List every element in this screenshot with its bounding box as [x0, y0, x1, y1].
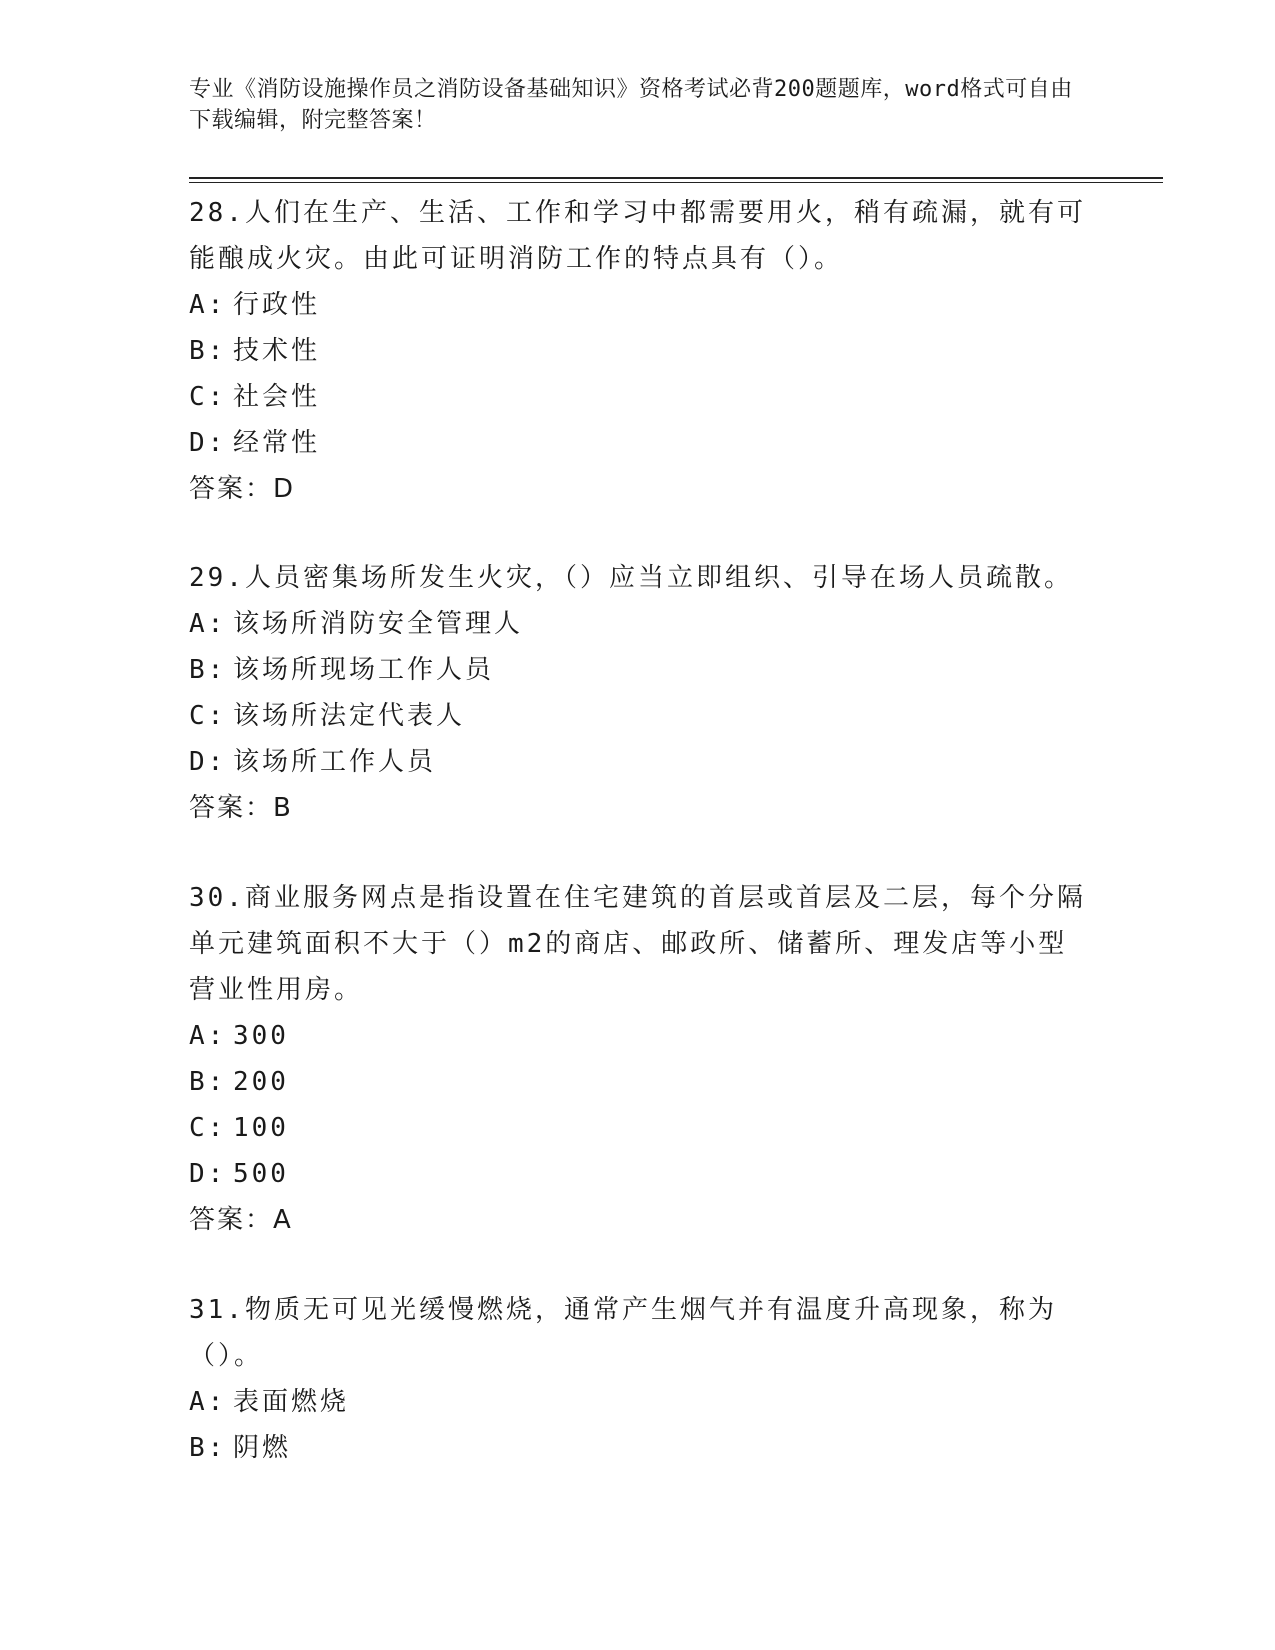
option-text: 该场所法定代表人 [233, 701, 466, 731]
option-d [189, 739, 1089, 785]
answer-line: 答案：D [189, 474, 296, 504]
option-key: B: [189, 655, 227, 685]
option-text: 该场所消防安全管理人 [233, 609, 524, 639]
option-key: A: [189, 1021, 227, 1051]
option-b [189, 647, 1089, 693]
answer-line: 答案：A [189, 1205, 293, 1235]
option-c [189, 374, 1089, 420]
option-key: D: [189, 747, 227, 777]
option-b [189, 328, 1089, 374]
header-title: 专业《消防设施操作员之消防设备基础知识》资格考试必背200题题库，word格式可自由下载编辑，附完整答案！ [189, 77, 1073, 133]
option-text: 100 [233, 1113, 289, 1143]
option-key: A: [189, 290, 227, 320]
option-key: B: [189, 1433, 227, 1463]
option-text: 该场所现场工作人员 [233, 655, 495, 685]
header-divider-thin [189, 182, 1163, 183]
option-text: 200 [233, 1067, 289, 1097]
option-text: 300 [233, 1021, 289, 1051]
option-key: C: [189, 382, 227, 412]
option-key: C: [189, 1113, 227, 1143]
option-c [189, 693, 1089, 739]
option-b [189, 1059, 1089, 1105]
option-text: 500 [233, 1159, 289, 1189]
question-28 [189, 190, 1089, 512]
option-key: D: [189, 428, 227, 458]
option-b [189, 1425, 1089, 1471]
question-stem: 30.商业服务网点是指设置在住宅建筑的首层或首层及二层，每个分隔单元建筑面积不大于（）m2的商店、邮政所、储蓄所、理发店等小型营业性用房。 [189, 883, 1086, 1005]
header-divider-thick [189, 177, 1163, 179]
option-a [189, 282, 1089, 328]
option-text: 阴燃 [233, 1433, 292, 1463]
question-stem: 28.人们在生产、生活、工作和学习中都需要用火，稍有疏漏，就有可能酿成火灾。由此可证明消防工作的特点具有（）。 [189, 198, 1086, 274]
option-key: C: [189, 701, 227, 731]
option-a [189, 1013, 1089, 1059]
answer-line: 答案：B [189, 793, 293, 823]
option-key: B: [189, 336, 227, 366]
question-29 [189, 555, 1089, 831]
option-key: A: [189, 1387, 227, 1417]
option-text: 经常性 [233, 428, 321, 458]
option-text: 行政性 [233, 290, 321, 320]
option-d [189, 1151, 1089, 1197]
option-text: 表面燃烧 [233, 1387, 350, 1417]
option-key: D: [189, 1159, 227, 1189]
option-a [189, 1379, 1089, 1425]
option-a [189, 601, 1089, 647]
question-31 [189, 1287, 1089, 1471]
option-c [189, 1105, 1089, 1151]
option-text: 社会性 [233, 382, 321, 412]
option-text: 该场所工作人员 [233, 747, 437, 777]
document-header [189, 74, 1079, 136]
question-stem: 31.物质无可见光缓慢燃烧，通常产生烟气并有温度升高现象，称为（）。 [189, 1295, 1057, 1371]
option-key: A: [189, 609, 227, 639]
option-text: 技术性 [233, 336, 321, 366]
option-key: B: [189, 1067, 227, 1097]
question-30 [189, 875, 1089, 1243]
option-d [189, 420, 1089, 466]
question-stem: 29.人员密集场所发生火灾，（）应当立即组织、引导在场人员疏散。 [189, 563, 1073, 593]
